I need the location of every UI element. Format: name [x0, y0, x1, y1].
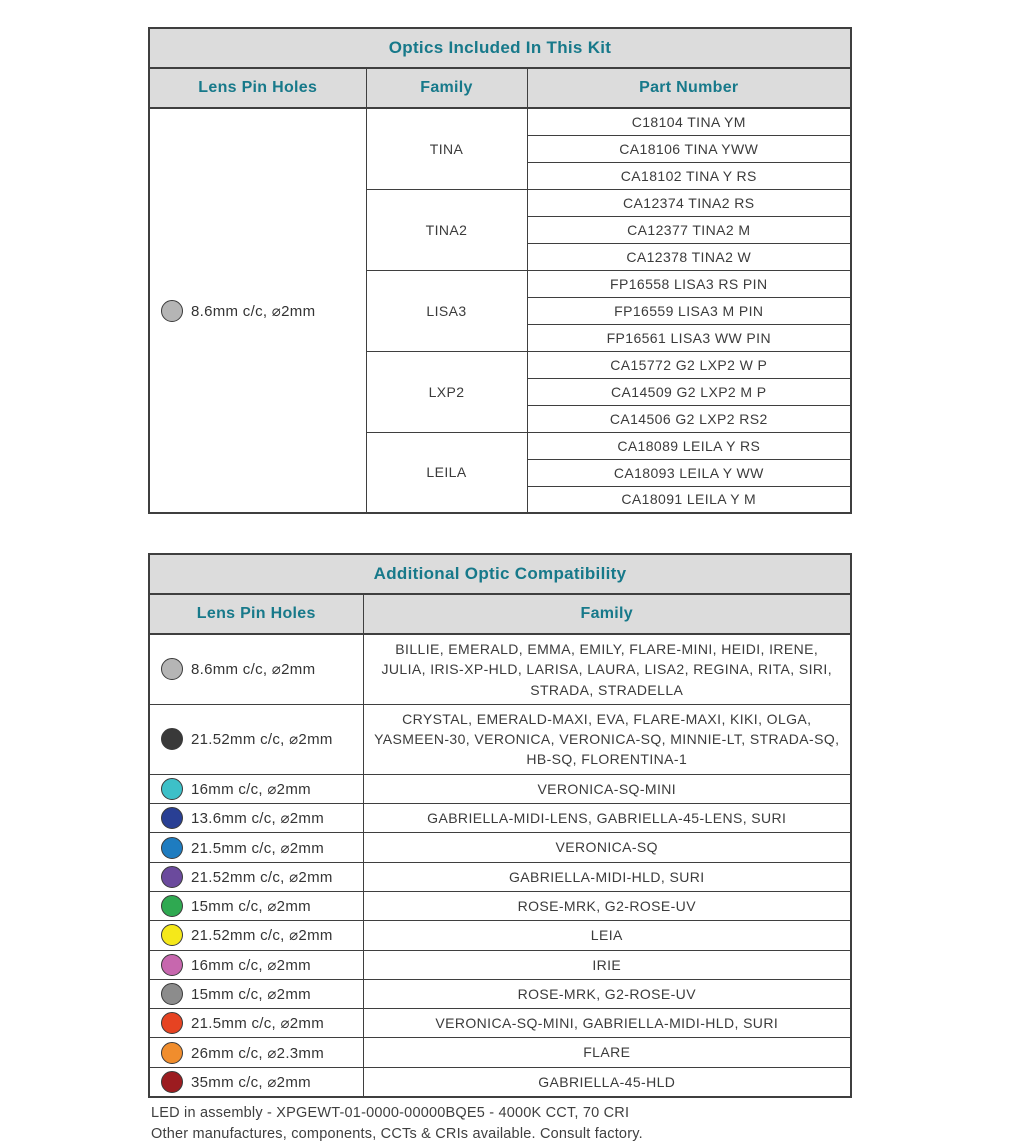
pin-hole-color-dot [161, 807, 183, 829]
table-row [149, 804, 851, 833]
family-list-cell: GABRIELLA-MIDI-HLD, SURI [363, 862, 851, 891]
family-list-cell: GABRIELLA-MIDI-LENS, GABRIELLA-45-LENS, SURI [363, 804, 851, 833]
table-row [149, 108, 851, 135]
table-row [149, 833, 851, 862]
part-number-cell: CA12378 TINA2 W [527, 243, 851, 270]
pin-hole-color-dot [161, 778, 183, 800]
compat-col-lens-pin-holes: Lens Pin Holes [149, 594, 363, 634]
table-row [149, 979, 851, 1008]
lens-pin-hole-cell [149, 634, 363, 704]
pin-hole-color-dot [161, 1071, 183, 1093]
pin-hole-label: 21.5mm c/c, ⌀2mm [191, 1015, 325, 1033]
pin-hole-color-dot [161, 866, 183, 888]
compat-table-header-row [149, 594, 851, 634]
part-number-cell: FP16561 LISA3 WW PIN [527, 324, 851, 351]
lens-pin-hole-cell [149, 704, 363, 774]
lens-pin-hole-cell [149, 979, 363, 1008]
footer-led-assembly-note: LED in assembly - XPGEWT-01-0000-00000BQE5 - 4000K CCT, 70 CRI [151, 1105, 630, 1122]
part-number-cell: CA12377 TINA2 M [527, 216, 851, 243]
kit-table-title-row [149, 28, 851, 68]
family-list-cell: FLARE [363, 1038, 851, 1067]
family-list-cell: IRIE [363, 950, 851, 979]
pin-hole-label: 15mm c/c, ⌀2mm [191, 898, 311, 916]
lens-pin-hole-cell [149, 108, 366, 513]
table-row [149, 950, 851, 979]
pin-hole-color-dot [161, 895, 183, 917]
kit-col-family: Family [366, 68, 527, 108]
kit-table-header-row [149, 68, 851, 108]
table-row [149, 1067, 851, 1097]
pin-hole-color-dot [161, 837, 183, 859]
table-row [149, 921, 851, 950]
family-cell: TINA2 [366, 189, 527, 270]
kit-col-lens-pin-holes: Lens Pin Holes [149, 68, 366, 108]
kit-table-section [148, 27, 852, 514]
family-list-cell: LEIA [363, 921, 851, 950]
pin-hole-color-dot [161, 300, 183, 322]
family-list-cell: BILLIE, EMERALD, EMMA, EMILY, FLARE-MINI, HEIDI, IRENE, JULIA, IRIS-XP-HLD, LARISA, LAURA, LISA2, REGINA, RITA, SIRI, STRADA, STRADELLA [363, 634, 851, 704]
pin-hole-color-dot [161, 924, 183, 946]
part-number-cell: FP16558 LISA3 RS PIN [527, 270, 851, 297]
part-number-cell: CA18093 LEILA Y WW [527, 459, 851, 486]
pin-hole-label: 21.52mm c/c, ⌀2mm [191, 731, 333, 749]
lens-pin-hole-cell [149, 950, 363, 979]
lens-pin-hole-cell [149, 1009, 363, 1038]
pin-hole-color-dot [161, 658, 183, 680]
pin-hole-label: 21.52mm c/c, ⌀2mm [191, 868, 333, 886]
pin-hole-color-dot [161, 983, 183, 1005]
family-list-cell: ROSE-MRK, G2-ROSE-UV [363, 891, 851, 920]
footer-notes [148, 1103, 852, 1144]
family-cell: TINA [366, 108, 527, 189]
family-cell: LEILA [366, 432, 527, 513]
pin-hole-color-dot [161, 1042, 183, 1064]
lens-pin-hole-cell [149, 804, 363, 833]
pin-hole-color-dot [161, 1012, 183, 1034]
additional-compatibility-table [148, 553, 852, 1098]
part-number-cell: FP16559 LISA3 M PIN [527, 297, 851, 324]
lens-pin-hole-cell [149, 1038, 363, 1067]
pin-hole-label: 15mm c/c, ⌀2mm [191, 986, 311, 1003]
family-list-cell: VERONICA-SQ-MINI, GABRIELLA-MIDI-HLD, SURI [363, 1009, 851, 1038]
part-number-cell: CA12374 TINA2 RS [527, 189, 851, 216]
compat-table-title: Additional Optic Compatibility [149, 554, 851, 594]
lens-pin-hole-cell [149, 774, 363, 803]
part-number-cell: C18104 TINA YM [527, 108, 851, 135]
lens-pin-hole-cell [149, 833, 363, 862]
family-cell: LISA3 [366, 270, 527, 351]
pin-hole-label: 35mm c/c, ⌀2mm [191, 1073, 311, 1091]
lens-pin-hole-cell [149, 1067, 363, 1097]
lens-pin-hole-cell [149, 921, 363, 950]
optics-included-table [148, 27, 852, 514]
lens-pin-hole-cell [149, 862, 363, 891]
part-number-cell: CA15772 G2 LXP2 W P [527, 351, 851, 378]
pin-hole-label: 21.52mm c/c, ⌀2mm [191, 927, 333, 945]
kit-table-title: Optics Included In This Kit [149, 28, 851, 68]
pin-hole-label: 16mm c/c, ⌀2mm [191, 780, 311, 798]
table-row [149, 774, 851, 803]
pin-hole-label: 8.6mm c/c, ⌀2mm [191, 302, 316, 320]
part-number-cell: CA18089 LEILA Y RS [527, 432, 851, 459]
family-list-cell: VERONICA-SQ [363, 833, 851, 862]
lens-pin-hole-cell [149, 891, 363, 920]
table-row [149, 634, 851, 704]
pin-hole-label: 21.5mm c/c, ⌀2mm [191, 839, 325, 857]
table-row [149, 891, 851, 920]
pin-hole-label: 16mm c/c, ⌀2mm [191, 956, 311, 974]
pin-hole-label: 8.6mm c/c, ⌀2mm [191, 661, 316, 679]
part-number-cell: CA18106 TINA YWW [527, 135, 851, 162]
family-cell: LXP2 [366, 351, 527, 432]
family-list-cell: VERONICA-SQ-MINI [363, 774, 851, 803]
pin-hole-color-dot [161, 954, 183, 976]
footer-consult-factory-note: Other manufactures, components, CCTs & CRIs available. Consult factory. [151, 1125, 643, 1142]
part-number-cell: CA14509 G2 LXP2 M P [527, 378, 851, 405]
compat-table-title-row [149, 554, 851, 594]
pin-hole-color-dot [161, 728, 183, 750]
table-row [149, 1038, 851, 1067]
kit-col-part-number: Part Number [527, 68, 851, 108]
part-number-cell: CA14506 G2 LXP2 RS2 [527, 405, 851, 432]
pin-hole-label: 13.6mm c/c, ⌀2mm [191, 810, 325, 828]
pin-hole-label: 26mm c/c, ⌀2.3mm [191, 1044, 325, 1062]
part-number-cell: CA18102 TINA Y RS [527, 162, 851, 189]
family-list-cell: GABRIELLA-45-HLD [363, 1067, 851, 1097]
compat-table-section [148, 553, 852, 1144]
compat-col-family: Family [363, 594, 851, 634]
table-row [149, 1009, 851, 1038]
part-number-cell: CA18091 LEILA Y M [527, 486, 851, 513]
table-row [149, 862, 851, 891]
family-list-cell: CRYSTAL, EMERALD-MAXI, EVA, FLARE-MAXI, KIKI, OLGA, YASMEEN-30, VERONICA, VERONICA-SQ, MINNIE-LT, STRADA-SQ, HB-SQ, FLORENTINA-1 [363, 704, 851, 774]
family-list-cell: ROSE-MRK, G2-ROSE-UV [363, 979, 851, 1008]
table-row [149, 704, 851, 774]
